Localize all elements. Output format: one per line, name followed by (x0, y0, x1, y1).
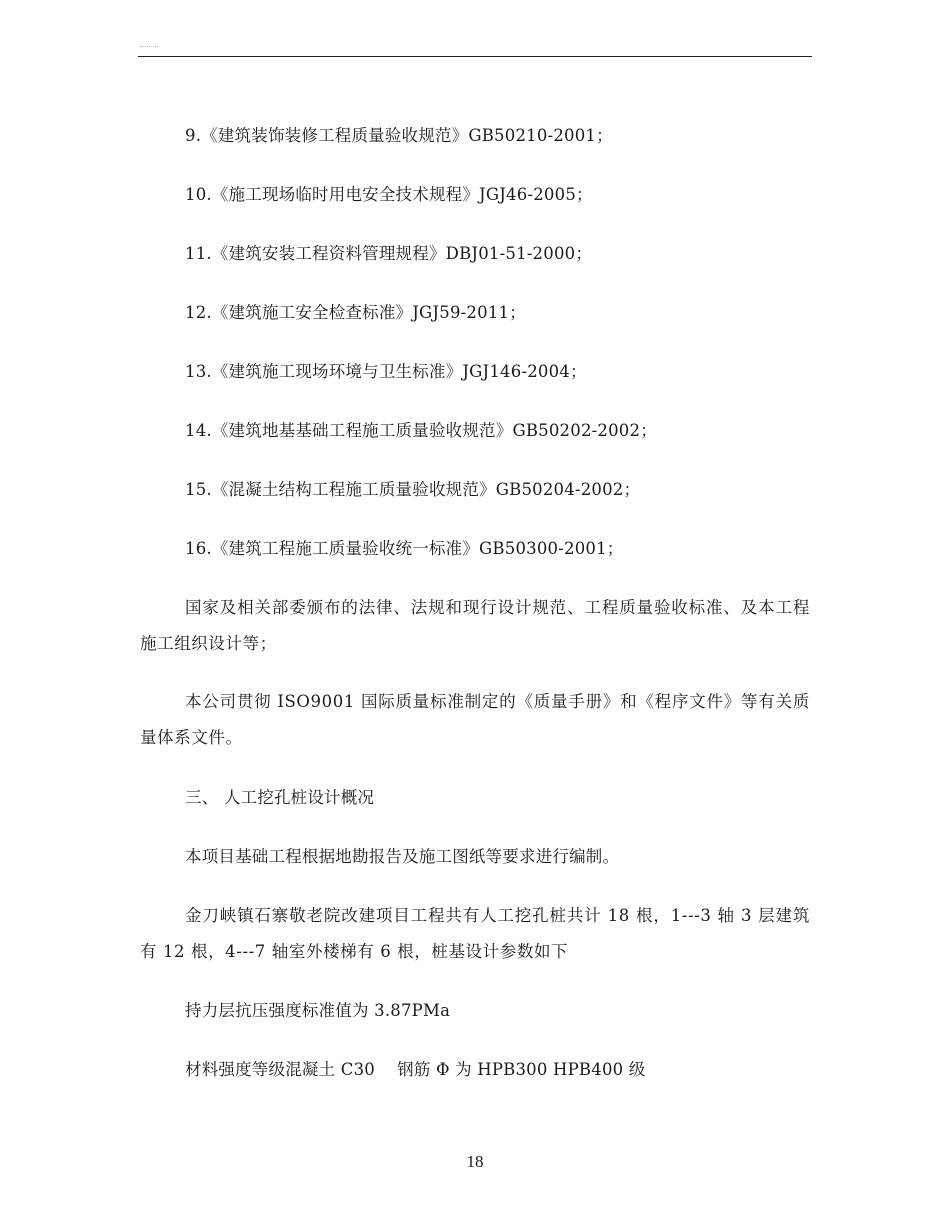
national-regulations-paragraph: 国家及相关部委颁布的法律、法规和现行设计规范、工程质量验收标准、及本工程施工组织设计等； (140, 598, 810, 653)
reference-item-14: 14.《建筑地基基础工程施工质量验收规范》GB50202-2002； (185, 421, 657, 440)
reference-item-10: 10.《施工现场临时用电安全技术规程》JGJ46-2005； (185, 185, 593, 204)
section-intro: 本项目基础工程根据地勘报告及施工图纸等要求进行编制。 (185, 847, 620, 866)
page-number: 18 (466, 1152, 484, 1171)
iso-quality-paragraph: 本公司贯彻 ISO9001 国际质量标准制定的《质量手册》和《程序文件》等有关质量体系文件。 (140, 692, 810, 747)
reference-item-12: 12.《建筑施工安全检查标准》JGJ59-2011； (185, 303, 526, 322)
reference-item-11: 11.《建筑安装工程资料管理规程》DBJ01-51-2000； (185, 244, 593, 263)
reference-item-13: 13.《建筑施工现场环境与卫生标准》JGJ146-2004； (185, 362, 587, 381)
reference-item-15: 15.《混凝土结构工程施工质量验收规范》GB50204-2002； (185, 480, 641, 499)
section-heading: 三、 人工挖孔桩设计概况 (185, 788, 375, 807)
pile-summary-paragraph: 金刀峡镇石寨敬老院改建项目工程共有人工挖孔桩共计 18 根，1---3 轴 3 层建筑有 12 根，4---7 轴室外楼梯有 6 根，桩基设计参数如下 (140, 906, 810, 961)
bearing-strength-line: 持力层抗压强度标准值为 3.87PMa (185, 1001, 451, 1020)
reference-item-9: 9.《建筑装饰装修工程质量验收规范》GB50210-2001； (185, 126, 613, 145)
reference-item-16: 16.《建筑工程施工质量验收统一标准》GB50300-2001； (185, 539, 624, 558)
material-strength-line: 材料强度等级混凝土 C30 钢筋 Φ 为 HPB300 HPB400 级 (185, 1060, 646, 1079)
